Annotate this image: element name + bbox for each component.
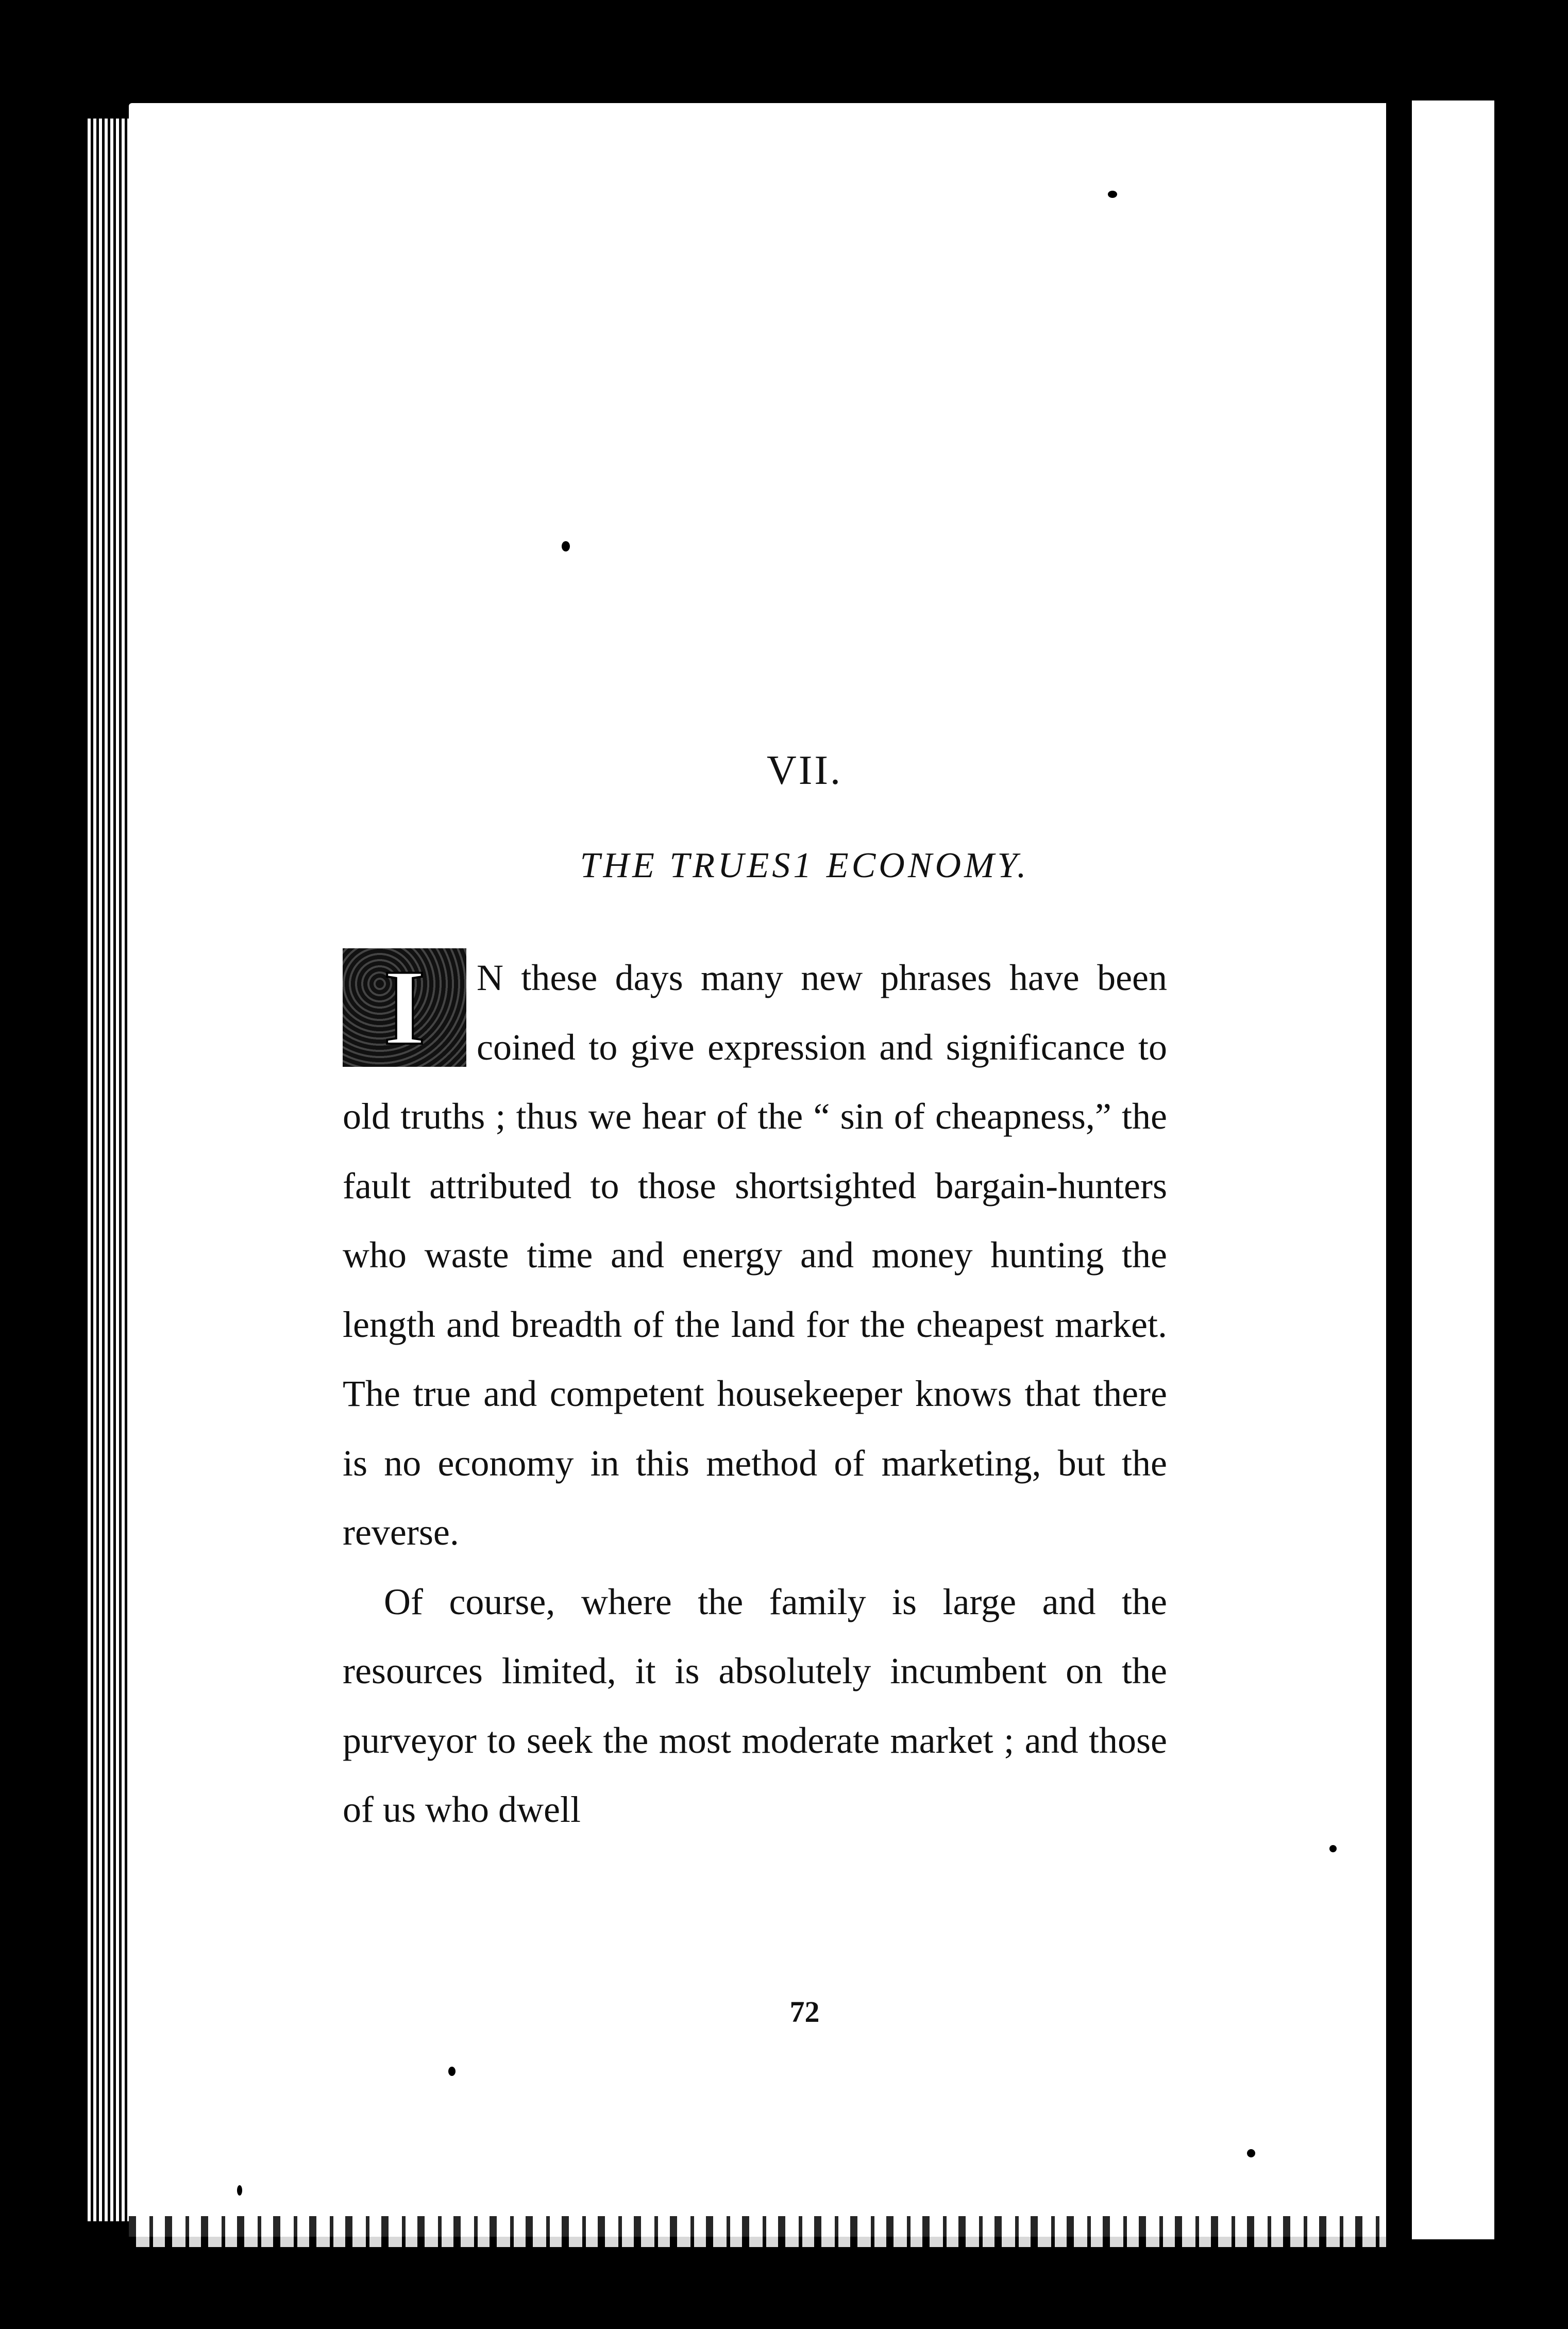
drop-cap-initial: I	[343, 948, 466, 1067]
page-bottom-edge	[129, 2216, 1386, 2247]
scan-speck	[237, 2185, 242, 2196]
page-number: 72	[789, 1995, 820, 2029]
paragraph-1	[343, 943, 1167, 1567]
chapter-body	[343, 943, 1167, 1845]
chapter-title: THE TRUES1 ECONOMY.	[580, 846, 1030, 885]
chapter-number: VII.	[766, 748, 843, 793]
facing-page-edge	[1412, 100, 1494, 2239]
paragraph-2: Of course, where the family is large and the resources limited, it is absolutely incumbent on the purveyor to seek the most moderate market ; and those of us who dwell	[343, 1581, 1167, 1830]
scan-speck	[1108, 191, 1117, 198]
scan-speck	[448, 2067, 456, 2076]
scan-speck	[562, 541, 570, 551]
scan-speck	[1329, 1845, 1337, 1852]
scan-speck	[1247, 2149, 1255, 2157]
page-left-edge	[88, 119, 134, 2221]
page-gutter	[1386, 100, 1414, 2242]
paragraph-1-text: N these days many new phrases have been coined to give expression and significance to old truths ; thus we hear of the “ sin of cheapness,” the fault attributed to those shortsighted bargain-hunters who waste time and energy and money hunting the length and breadth of the land for the cheapest market. The true and competent housekeeper knows that there is no economy in this method of marketing, but the reverse.	[343, 957, 1167, 1553]
